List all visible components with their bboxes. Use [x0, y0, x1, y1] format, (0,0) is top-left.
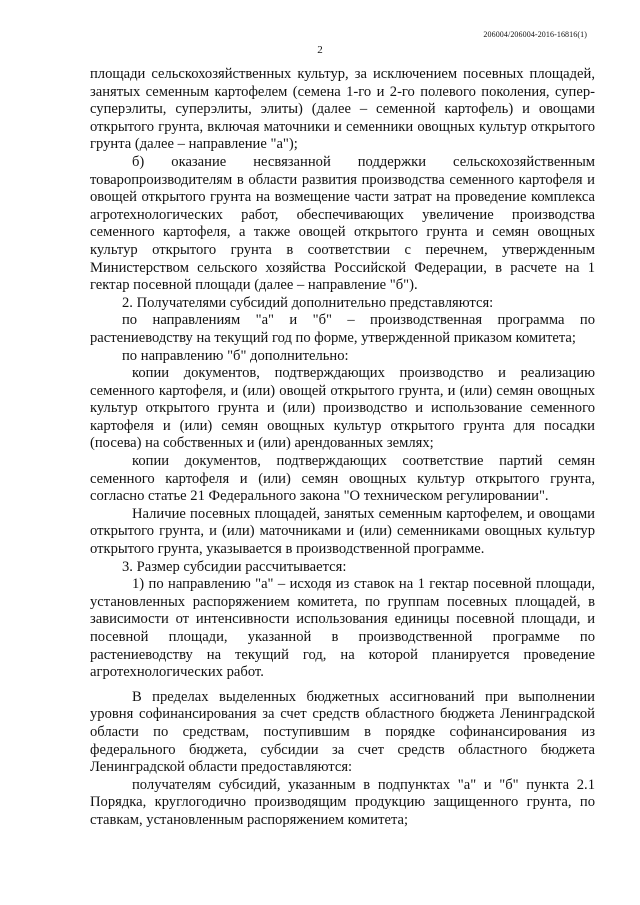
paragraph-directions-a-b: по направлениям "а" и "б" – производственная программа по растениеводству на текущий год по форме, утвержденной приказом комитета; — [90, 312, 595, 346]
paragraph-budget-limits: В пределах выделенных бюджетных ассигнований при выполнении уровня софинансирования за счет средств областного бюджета Ленинградской области по средствам, поступившим в порядке софинансирования из федерального бюджета, субсидии за счет средств областного бюджета Ленинградской области предоставляются: — [90, 688, 595, 776]
paragraph-direction-a-calc: 1) по направлению "а" – исходя из ставок на 1 гектар посевной площади, установленных распоряжением комитета, по группам посевных площадей, в зависимости от интенсивности использования единицы посевной площади, и посевной площади, указанной в производственной программе по растениеводству на текущий год, на которой планируется проведение агротехнологических работ. — [90, 576, 595, 681]
paragraph-section-2: 2. Получателями субсидий дополнительно представляются: — [122, 294, 494, 311]
paragraph-copies-production: копии документов, подтверждающих производство и реализацию семенного картофеля, и (или) овощей открытого грунта, и (или) семян овощных культур открытого грунта и (или) производство и использование семенного картофеля и (или) семян овощных культур открытого грунта для посадки (посева) на собственных и (или) арендованных землях; — [90, 365, 595, 452]
paragraph-continuation: площади сельскохозяйственных культур, за исключением посевных площадей, занятых семенным картофелем (семена 1-го и 2-го полевого поколения, супер-суперэлиты, суперэлиты, элиты) (далее – семенной картофель) и овощами открытого грунта, включая маточники и семенники овощных культур открытого грунта (далее – направление "а"); — [90, 66, 595, 153]
paragraph-sown-areas: Наличие посевных площадей, занятых семенным картофелем, и овощами открытого грунта, и (или) маточниками и (или) семенниками овощных культур открытого грунта, указывается в производственной программе. — [90, 505, 595, 558]
paragraph-recipients: получателям субсидий, указанным в подпунктах "а" и "б" пункта 2.1 Порядка, круглогодично производящим продукцию защищенного грунта, по ставкам, установленным распоряжением комитета; — [90, 776, 595, 828]
page-number: 2 — [317, 44, 323, 56]
paragraph-section-3: 3. Размер субсидии рассчитывается: — [122, 558, 347, 575]
document-id: 206004/206004-2016-16816(1) — [483, 30, 587, 39]
document-body — [90, 66, 595, 830]
paragraph-copies-conformity: копии документов, подтверждающих соответствие партий семян семенного картофеля и (или) семян овощных культур открытого грунта, согласно статье 21 Федерального закона "О техническом регулировании". — [90, 453, 595, 505]
paragraph-item-b: б) оказание несвязанной поддержки сельскохозяйственным товаропроизводителям в области развития производства семенного картофеля и овощей открытого грунта на возмещение части затрат на проведение комплекса агротехнологических работ, обеспечивающих увеличение производства семенного картофеля, а также овощей открытого грунта и семян овощных культур открытого грунта в соответствии с перечнем, утвержденным Министерством сельского хозяйства Российской Федерации, в расчете на 1 гектар посевной площади (далее – направление "б"). — [90, 153, 595, 294]
paragraph-direction-b: по направлению "б" дополнительно: — [122, 347, 349, 364]
